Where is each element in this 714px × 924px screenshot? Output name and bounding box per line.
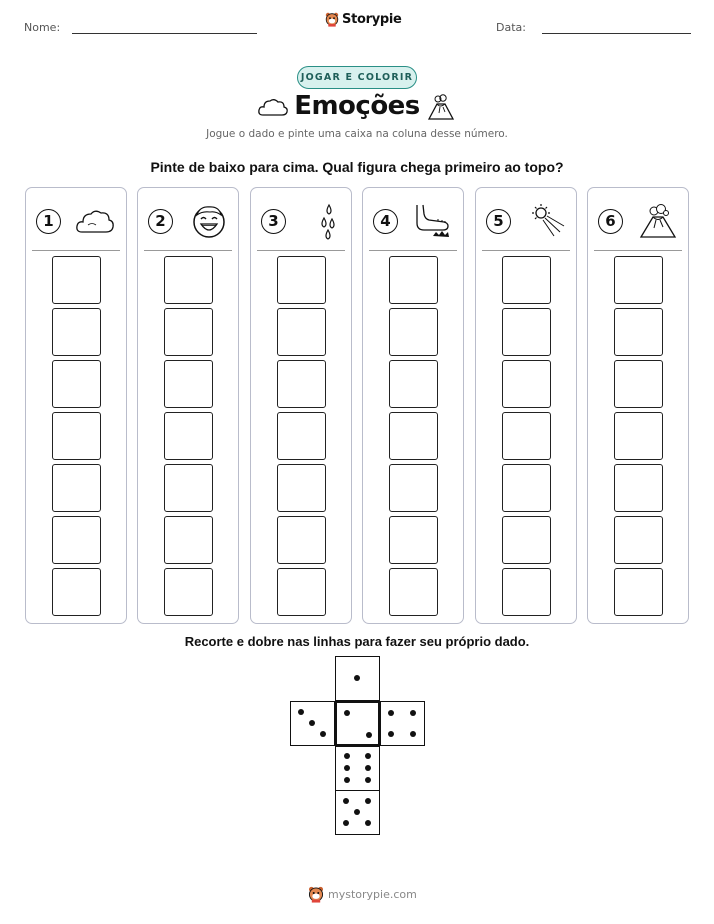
brand-name: Storypie [342,12,402,27]
die-face-3 [290,701,335,746]
color-box[interactable] [52,412,101,460]
color-box[interactable] [502,568,551,616]
column-divider [482,250,570,251]
footer [308,886,417,903]
mascot-icon [308,886,324,903]
instruction-text: Pinte de baixo para cima. Qual figura chega primeiro ao topo? [150,159,564,175]
color-box[interactable] [389,516,438,564]
die-face-4 [380,701,425,746]
die-pip [365,765,371,771]
color-box[interactable] [502,256,551,304]
color-box[interactable] [502,464,551,512]
color-box[interactable] [52,568,101,616]
die-pip [366,732,372,738]
volcano-icon [426,93,456,121]
color-box[interactable] [614,516,663,564]
page-subtitle: Jogue o dado e pinte uma caixa na coluna desse número. [206,128,508,140]
die-pip [309,720,315,726]
color-box[interactable] [502,516,551,564]
color-box[interactable] [164,360,213,408]
footer-url: mystorypie.com [328,888,417,901]
color-box[interactable] [164,412,213,460]
activity-badge: JOGAR E COLORIR [297,66,417,89]
color-box[interactable] [614,464,663,512]
color-box[interactable] [277,308,326,356]
color-box[interactable] [277,464,326,512]
die-pip [410,731,416,737]
column-divider [32,250,120,251]
die-pip [354,809,360,815]
column-number: 1 [36,209,61,234]
color-box[interactable] [389,464,438,512]
color-box[interactable] [614,360,663,408]
die-pip [343,820,349,826]
color-box[interactable] [52,516,101,564]
color-box[interactable] [52,308,101,356]
die-pip [365,777,371,783]
date-label: Data: [496,21,526,34]
color-box[interactable] [502,308,551,356]
cut-instruction: Recorte e dobre nas linhas para fazer seu próprio dado. [184,634,530,649]
name-line [72,33,257,34]
die-pip [410,710,416,716]
color-box[interactable] [389,360,438,408]
color-box[interactable] [52,464,101,512]
die-pip [344,765,350,771]
column-1 [25,187,127,624]
stubbed-foot-icon [409,203,453,239]
color-box[interactable] [389,568,438,616]
color-box[interactable] [277,516,326,564]
column-3 [250,187,352,624]
die-pip [320,731,326,737]
die-pip [344,753,350,759]
column-divider [369,250,457,251]
color-box[interactable] [277,568,326,616]
name-label: Nome: [24,21,61,34]
column-5 [475,187,577,624]
color-box[interactable] [164,568,213,616]
die-pip [365,820,371,826]
die-face-5 [335,790,380,835]
color-box[interactable] [502,412,551,460]
color-box[interactable] [164,308,213,356]
die-face-center [335,701,380,746]
die-pip [388,710,394,716]
column-6 [587,187,689,624]
color-box[interactable] [164,516,213,564]
color-box[interactable] [389,412,438,460]
die-pip [388,731,394,737]
mascot-icon [325,12,339,27]
color-box[interactable] [614,308,663,356]
column-number: 2 [148,209,173,234]
date-line [542,33,691,34]
color-box[interactable] [277,412,326,460]
water-drops-icon [313,202,341,240]
color-box[interactable] [614,568,663,616]
column-number: 5 [486,209,511,234]
column-number: 4 [373,209,398,234]
page-title: Emoções [294,91,420,121]
die-pip [365,753,371,759]
color-box[interactable] [52,360,101,408]
die-pip [354,675,360,681]
column-divider [144,250,232,251]
die-face-1 [335,656,380,701]
color-box[interactable] [164,256,213,304]
die-pip [344,710,350,716]
color-box[interactable] [164,464,213,512]
die-pip [344,777,350,783]
color-box[interactable] [52,256,101,304]
column-divider [594,250,682,251]
color-box[interactable] [389,308,438,356]
die-pip [298,709,304,715]
column-4 [362,187,464,624]
color-box[interactable] [614,412,663,460]
brand-logo [325,12,402,27]
color-box[interactable] [502,360,551,408]
column-2 [137,187,239,624]
laughing-face-icon [190,203,228,239]
column-divider [257,250,345,251]
volcano-icon [638,202,678,240]
column-number: 3 [261,209,286,234]
die-pip [343,798,349,804]
color-box[interactable] [277,256,326,304]
column-number: 6 [598,209,623,234]
cloud-icon [74,205,116,237]
color-box[interactable] [277,360,326,408]
color-box[interactable] [614,256,663,304]
die-pip [365,798,371,804]
color-box[interactable] [389,256,438,304]
sun-rays-icon [526,202,566,240]
die-face-6 [335,746,380,791]
